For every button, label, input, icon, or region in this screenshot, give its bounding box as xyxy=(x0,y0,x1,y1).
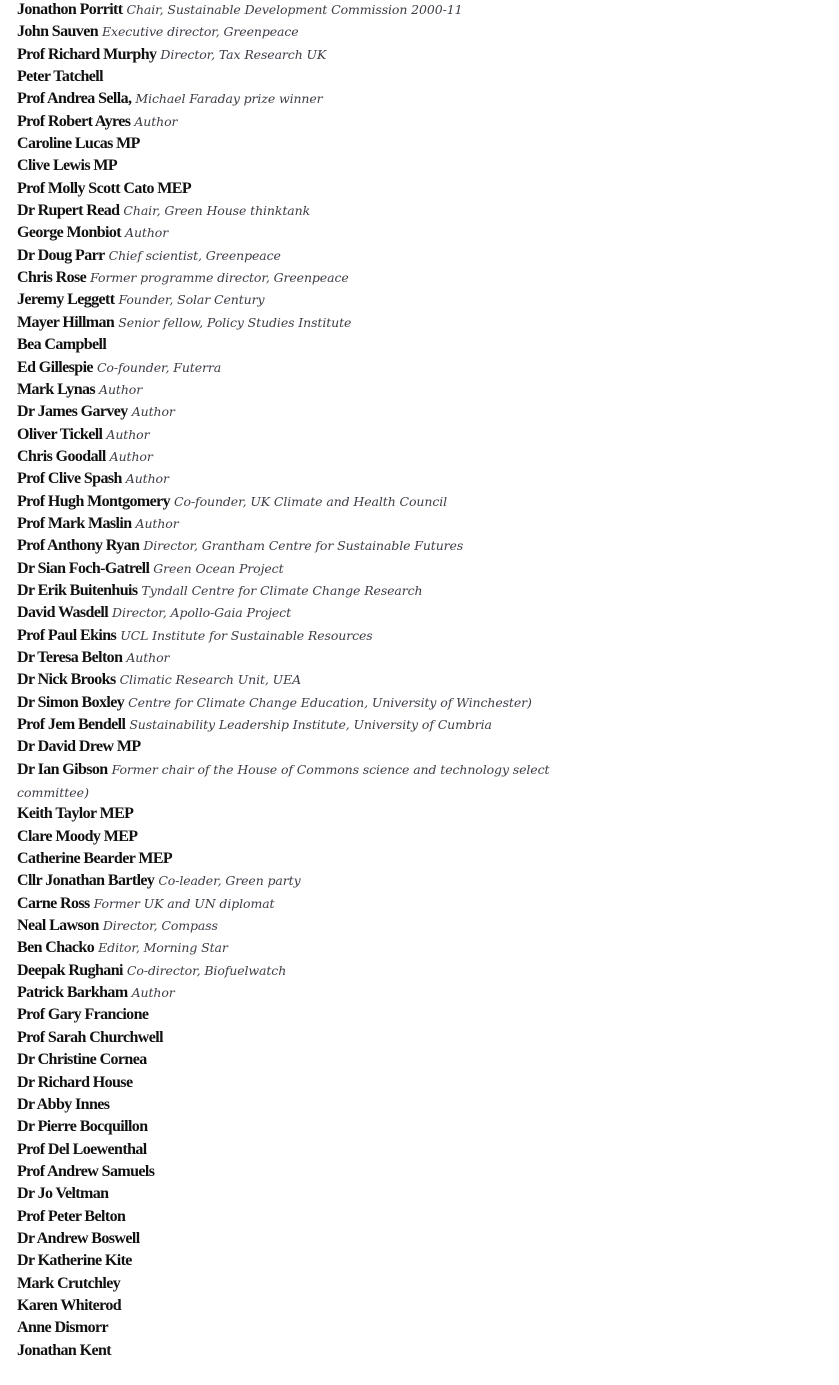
signatory-role: Editor, Morning Star xyxy=(98,940,228,956)
signatory-name: Dr Sian Foch-Gatrell xyxy=(17,559,150,577)
signatory-name: Prof Andrew Samuels xyxy=(17,1162,155,1180)
signatory-role: Former programme director, Greenpeace xyxy=(90,270,349,286)
signatory-row xyxy=(17,1296,617,1318)
signatory-role: Chair, Green House thinktank xyxy=(123,203,311,219)
signatory-role: Director, Compass xyxy=(102,918,218,934)
signatory-row xyxy=(17,916,617,938)
signatory-name: Dr Christine Cornea xyxy=(17,1051,147,1069)
signatory-role: Author xyxy=(99,381,143,397)
signatory-name: Mark Lynas xyxy=(17,380,96,398)
signatory-row xyxy=(17,380,617,402)
signatory-role: Founder, Solar Century xyxy=(118,292,265,308)
signatory-row xyxy=(17,849,617,871)
signatory-row xyxy=(17,156,617,178)
signatory-row xyxy=(17,358,617,380)
signatory-row xyxy=(17,961,617,983)
signatory-name: Mark Crutchley xyxy=(17,1274,121,1292)
signatory-list xyxy=(17,0,617,1363)
signatory-name: Prof Molly Scott Cato MEP xyxy=(17,179,191,197)
signatory-name: Mayer Hillman xyxy=(17,313,115,331)
signatory-name: John Sauven xyxy=(17,23,98,41)
signatory-row xyxy=(17,201,617,223)
signatory-role: Michael Faraday prize winner xyxy=(135,91,323,107)
signatory-name: Oliver Tickell xyxy=(17,425,103,443)
signatory-row xyxy=(17,670,617,692)
signatory-row xyxy=(17,1162,617,1184)
signatory-role: Director, Tax Research UK xyxy=(160,46,327,62)
signatory-row xyxy=(17,536,617,558)
signatory-row xyxy=(17,938,617,960)
signatory-row xyxy=(17,827,617,849)
signatory-row xyxy=(17,0,617,22)
signatory-row xyxy=(17,983,617,1005)
signatory-row xyxy=(17,425,617,447)
signatory-row xyxy=(17,22,617,44)
signatory-row xyxy=(17,804,617,826)
signatory-role: Author xyxy=(126,649,170,665)
signatory-name: Prof Jem Bendell xyxy=(17,716,126,733)
signatory-row xyxy=(17,45,617,67)
signatory-name: David Wasdell xyxy=(17,604,109,622)
signatory-name: Dr Teresa Belton xyxy=(17,648,123,666)
signatory-name: Dr Ian Gibson xyxy=(17,760,108,778)
signatory-row xyxy=(17,335,617,357)
signatory-role: Chair, Sustainable Development Commission 2000-11 xyxy=(126,2,463,17)
signatory-name: Cllr Jonathan Bartley xyxy=(17,872,155,890)
signatory-role: Author xyxy=(125,225,169,241)
signatory-role: Former chair of the House of Commons science and technology select xyxy=(111,761,550,777)
signatory-name: Prof Sarah Churchwell xyxy=(17,1028,163,1046)
signatory-row xyxy=(17,1073,617,1095)
signatory-row xyxy=(17,693,617,715)
signatory-name: Catherine Bearder MEP xyxy=(17,850,173,868)
signatory-role: Sustainability Leadership Institute, University of Cumbria xyxy=(129,717,492,732)
signatory-row xyxy=(17,1005,617,1027)
signatory-row xyxy=(17,871,617,893)
signatory-name: Prof Anthony Ryan xyxy=(17,537,140,555)
signatory-row xyxy=(17,1341,617,1363)
signatory-row xyxy=(17,246,617,268)
signatory-name: Neal Lawson xyxy=(17,917,99,935)
signatory-name: Prof Robert Ayres xyxy=(17,112,131,130)
signatory-name: Chris Rose xyxy=(17,269,87,287)
signatory-row xyxy=(17,1207,617,1229)
signatory-name: Dr David Drew MP xyxy=(17,738,141,756)
signatory-name: Dr Doug Parr xyxy=(17,246,105,264)
signatory-row xyxy=(17,179,617,201)
signatory-role: Author xyxy=(134,113,178,129)
signatory-row xyxy=(17,447,617,469)
signatory-row xyxy=(17,223,617,245)
signatory-name: Anne Dismorr xyxy=(17,1319,109,1337)
signatory-name: Dr Pierre Bocquillon xyxy=(17,1118,148,1136)
signatory-row xyxy=(17,760,617,782)
signatory-name: Prof Paul Ekins xyxy=(17,626,117,644)
signatory-row xyxy=(17,626,617,648)
signatory-name: Dr Erik Buitenhuis xyxy=(17,581,138,599)
signatory-name: George Monbiot xyxy=(17,224,122,242)
signatory-row xyxy=(17,1050,617,1072)
signatory-role: Director, Grantham Centre for Sustainable Futures xyxy=(143,538,464,554)
signatory-name: Chris Goodall xyxy=(17,447,106,465)
signatory-role: Co-founder, Futerra xyxy=(96,359,222,375)
signatory-name: Dr Richard House xyxy=(17,1073,133,1091)
signatory-row xyxy=(17,715,617,737)
signatory-role: Author xyxy=(135,515,179,531)
signatory-row xyxy=(17,894,617,916)
signatory-name: Ed Gillespie xyxy=(17,358,93,376)
signatory-name: Prof Del Loewenthal xyxy=(17,1140,147,1158)
signatory-role: Former UK and UN diplomat xyxy=(93,895,275,911)
signatory-name: Dr Abby Innes xyxy=(17,1095,110,1113)
signatory-name: Patrick Barkham xyxy=(17,984,128,1002)
signatory-row xyxy=(17,514,617,536)
signatory-row xyxy=(17,1095,617,1117)
signatory-role: Co-leader, Green party xyxy=(158,873,301,889)
signatory-role: Author xyxy=(106,426,150,442)
signatory-role: Author xyxy=(131,404,175,420)
signatory-name: Ben Chacko xyxy=(17,939,95,957)
signatory-name: Caroline Lucas MP xyxy=(17,135,140,153)
signatory-name: Dr Andrew Boswell xyxy=(17,1229,140,1247)
signatory-name: Jonathon Porritt xyxy=(17,1,123,18)
signatory-row xyxy=(17,1229,617,1251)
signatory-role: Centre for Climate Change Education, University of Winchester) xyxy=(128,694,532,710)
signatory-name: Deepak Rughani xyxy=(17,961,123,979)
signatory-row xyxy=(17,268,617,290)
signatory-row xyxy=(17,290,617,312)
signatory-row xyxy=(17,1117,617,1139)
signatory-row xyxy=(17,89,617,111)
signatory-name: Clare Moody MEP xyxy=(17,827,138,845)
signatory-role: Green Ocean Project xyxy=(153,560,284,576)
signatory-row xyxy=(17,134,617,156)
signatory-row xyxy=(17,492,617,514)
signatory-role: UCL Institute for Sustainable Resources xyxy=(120,627,373,643)
signatory-role: Executive director, Greenpeace xyxy=(102,24,299,40)
signatory-name: Carne Ross xyxy=(17,894,90,912)
signatory-role: Climatic Research Unit, UEA xyxy=(119,672,302,688)
signatory-row xyxy=(17,603,617,625)
signatory-row xyxy=(17,112,617,134)
signatory-role: Co-founder, UK Climate and Health Council xyxy=(174,493,448,509)
signatory-name: Dr James Garvey xyxy=(17,403,128,421)
signatory-name: Prof Gary Francione xyxy=(17,1006,149,1024)
signatory-name: Peter Tatchell xyxy=(17,68,103,86)
signatory-name: Prof Richard Murphy xyxy=(17,45,157,63)
signatory-row xyxy=(17,1140,617,1162)
signatory-name: Prof Peter Belton xyxy=(17,1207,126,1225)
signatory-row xyxy=(17,1028,617,1050)
signatory-row xyxy=(17,1274,617,1296)
signatory-name: Prof Hugh Montgomery xyxy=(17,492,171,510)
signatory-name: Dr Jo Veltman xyxy=(17,1185,109,1203)
signatory-role: Chief scientist, Greenpeace xyxy=(108,247,281,263)
signatory-role: Co-director, Biofuelwatch xyxy=(126,962,287,978)
signatory-role-continuation: committee) xyxy=(17,785,89,801)
signatory-row xyxy=(17,67,617,89)
signatory-name: Karen Whiterod xyxy=(17,1296,122,1314)
signatory-name: Dr Simon Boxley xyxy=(17,693,125,711)
signatory-name: Dr Katherine Kite xyxy=(17,1252,132,1270)
signatory-role: Author xyxy=(131,985,175,1001)
signatory-name: Prof Mark Maslin xyxy=(17,514,132,532)
signatory-row xyxy=(17,581,617,603)
signatory-row xyxy=(17,559,617,581)
signatory-name: Prof Clive Spash xyxy=(17,470,122,488)
signatory-row xyxy=(17,648,617,670)
signatory-row xyxy=(17,402,617,424)
signatory-row xyxy=(17,469,617,491)
signatory-role: Tyndall Centre for Climate Change Research xyxy=(141,582,423,598)
signatory-role: Author xyxy=(125,471,169,487)
signatory-name: Bea Campbell xyxy=(17,336,107,354)
signatory-row xyxy=(17,1251,617,1273)
signatory-row xyxy=(17,737,617,759)
signatory-role: Senior fellow, Policy Studies Institute xyxy=(118,314,352,330)
signatory-row xyxy=(17,1318,617,1340)
signatory-row xyxy=(17,1184,617,1206)
signatory-name: Dr Nick Brooks xyxy=(17,671,116,689)
signatory-row xyxy=(17,313,617,335)
signatory-name: Jeremy Leggett xyxy=(17,291,115,309)
signatory-name: Keith Taylor MEP xyxy=(17,805,134,823)
signatory-role: Author xyxy=(109,448,153,464)
signatory-name: Dr Rupert Read xyxy=(17,202,120,220)
signatory-name: Jonathan Kent xyxy=(17,1341,111,1359)
signatory-name: Prof Andrea Sella, xyxy=(17,90,132,108)
signatory-name: Clive Lewis MP xyxy=(17,157,118,175)
signatory-role: Director, Apollo-Gaia Project xyxy=(112,605,292,621)
